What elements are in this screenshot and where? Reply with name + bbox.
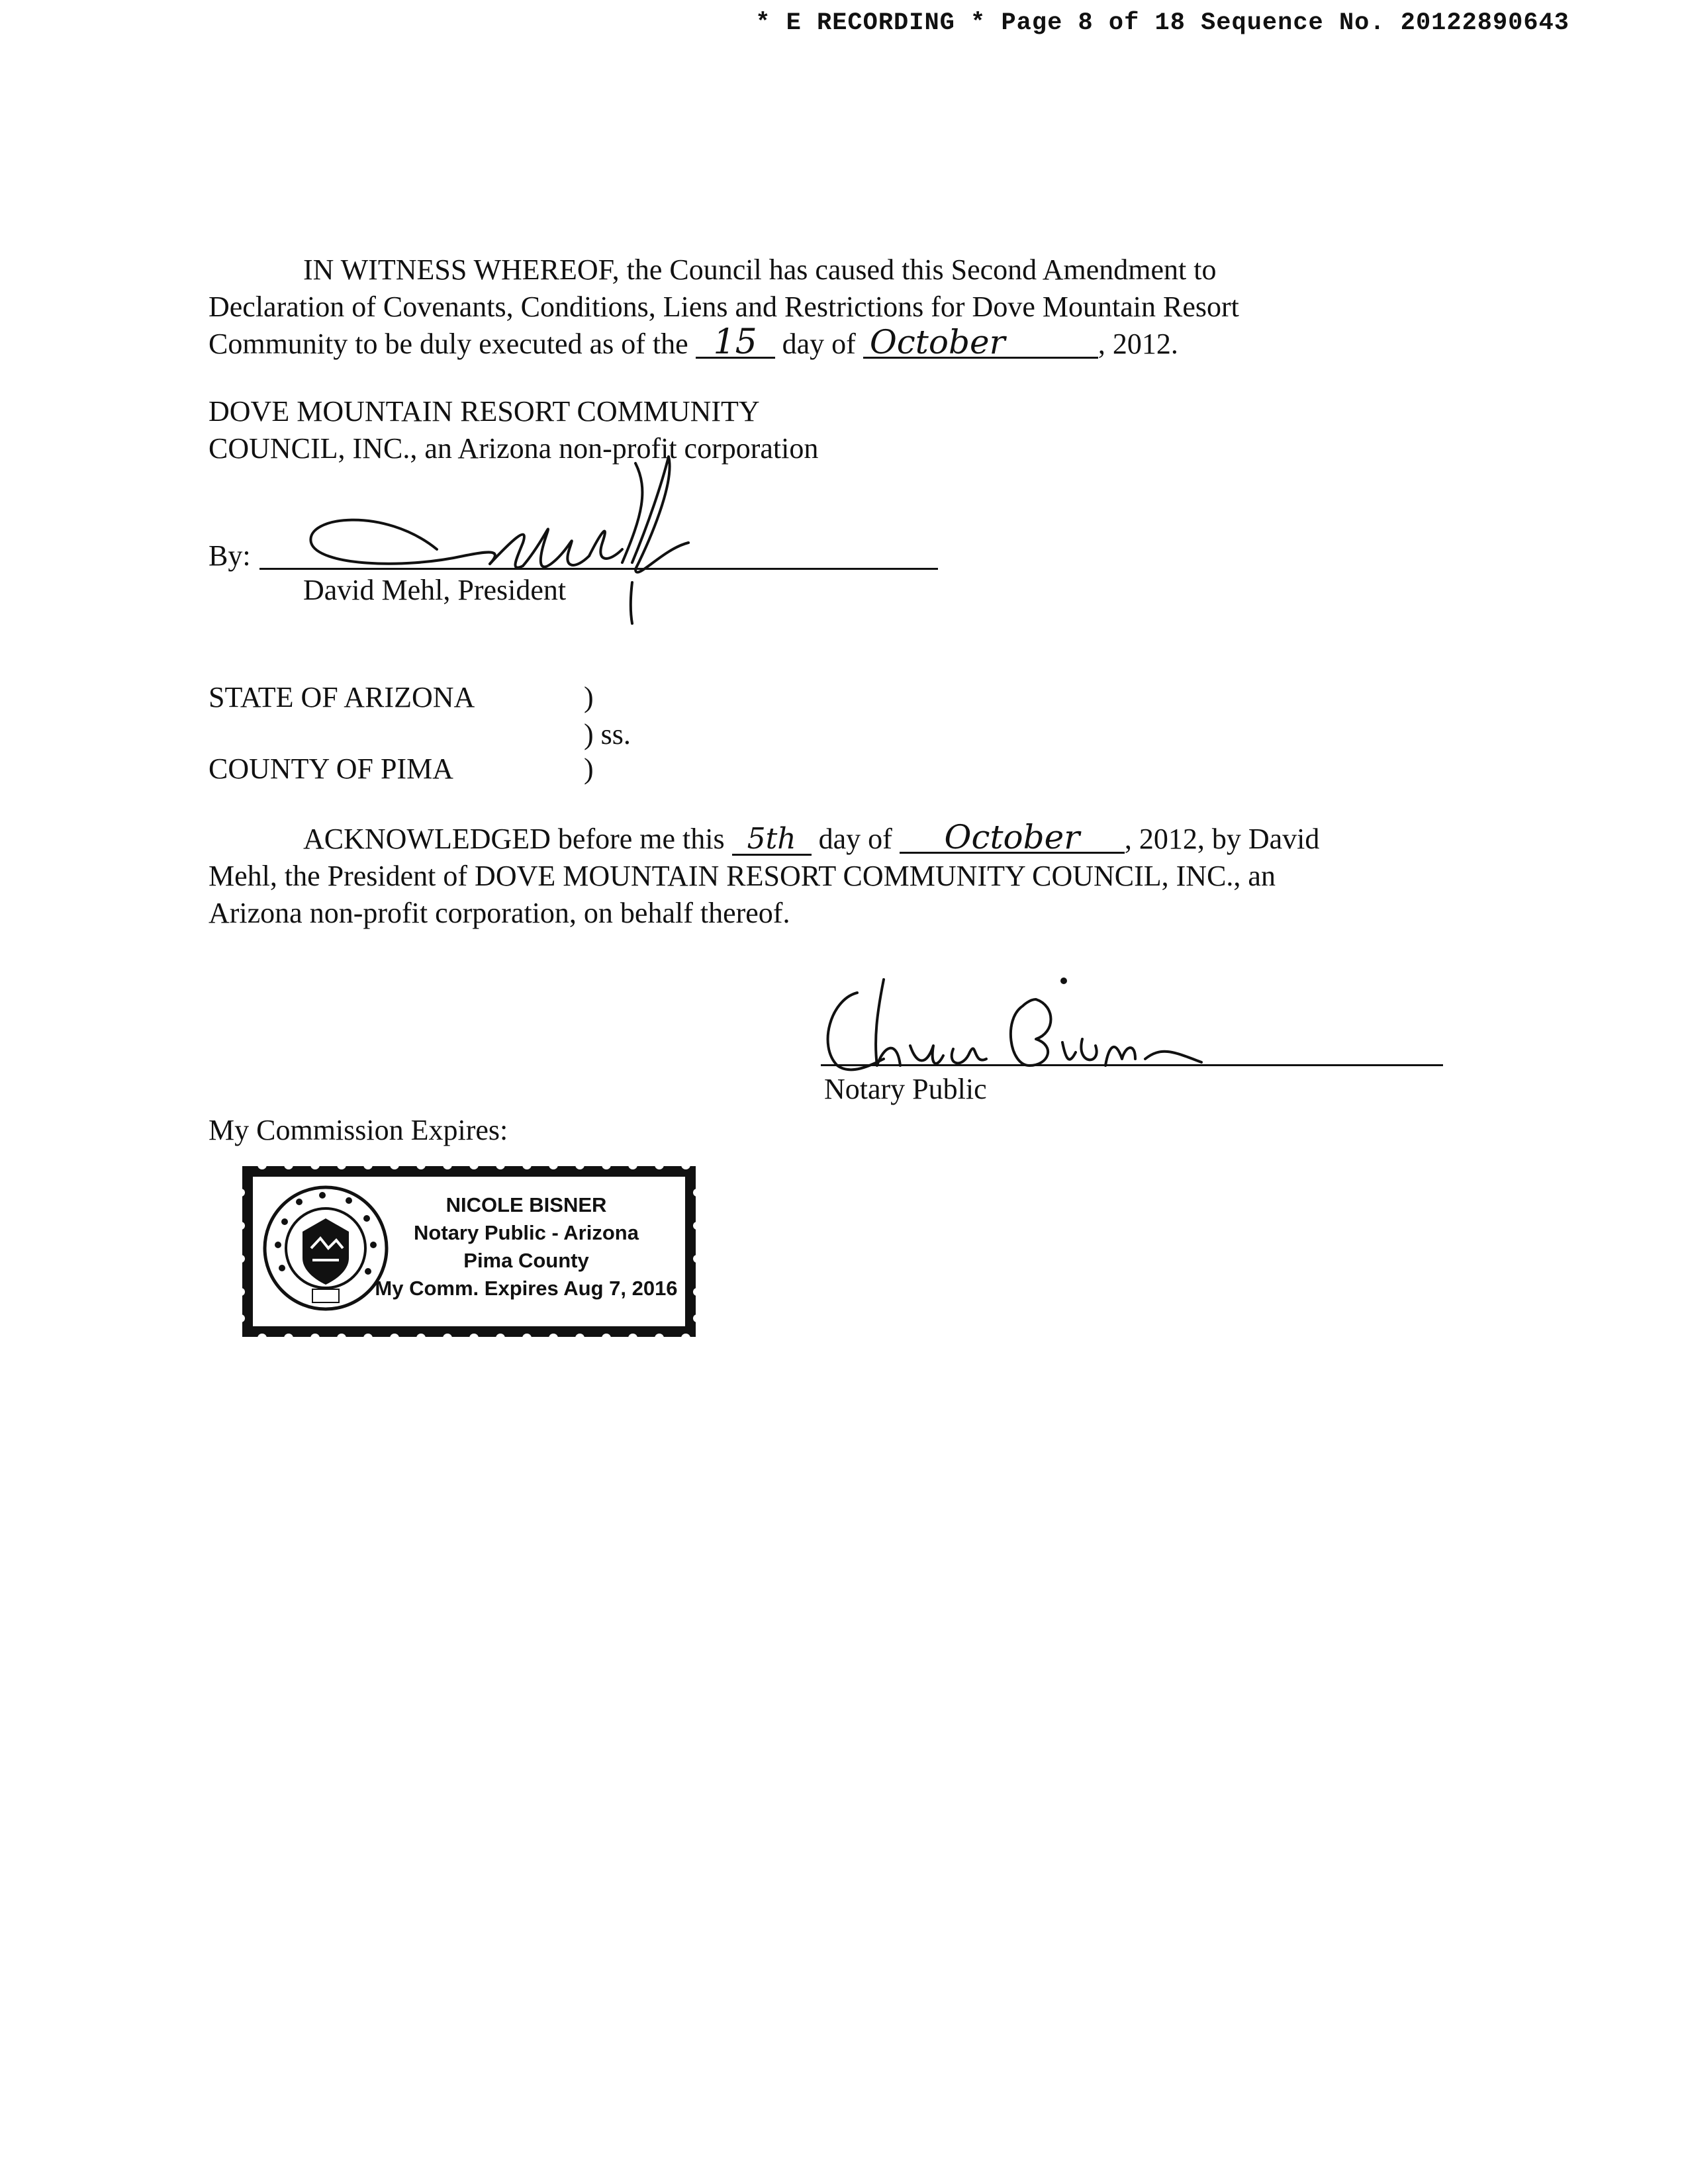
witness-line-3-c: , 2012. — [1098, 328, 1178, 360]
venue-paren-2: ) — [584, 752, 594, 785]
stamp-notary-title: Notary Public - Arizona — [414, 1221, 639, 1244]
witness-line-3-a: Community to be duly executed as of the — [209, 328, 688, 360]
execution-month: October — [863, 328, 1098, 359]
venue-paren-1: ) — [584, 681, 594, 713]
ack-day: 5th — [732, 825, 812, 856]
witness-line-3 — [209, 322, 1178, 363]
notary-public-label: Notary Public — [824, 1073, 987, 1105]
witness-line-1: IN WITNESS WHEREOF, the Council has caused this Second Amendment to — [303, 253, 1217, 286]
venue-ss: ) ss. — [584, 718, 631, 751]
stamp-county: Pima County — [463, 1249, 589, 1272]
witness-line-2: Declaration of Covenants, Conditions, Liens and Restrictions for Dove Mountain Resort — [209, 291, 1239, 323]
notary-signature — [811, 966, 1208, 1085]
witness-line-3-b: day of — [782, 328, 856, 360]
stamp-expiration: My Comm. Expires Aug 7, 2016 — [375, 1277, 678, 1300]
execution-day: 15 — [696, 328, 775, 359]
ack-line-1-b: day of — [818, 823, 892, 855]
council-name-line-2: COUNCIL, INC., an Arizona non-profit corporation — [209, 432, 819, 465]
by-label: By: — [209, 539, 251, 572]
ack-line-3: Arizona non-profit corporation, on behalf thereof. — [209, 897, 790, 929]
ack-line-1 — [303, 818, 1320, 858]
ack-line-1-c: , 2012, by David — [1124, 823, 1320, 855]
council-name-line-1: DOVE MOUNTAIN RESORT COMMUNITY — [209, 395, 760, 428]
stamp-text-block — [371, 1191, 682, 1302]
ack-month: October — [900, 823, 1125, 854]
venue-county: COUNTY OF PIMA — [209, 752, 453, 785]
stamp-notary-name: NICOLE BISNER — [445, 1193, 607, 1216]
venue-state: STATE OF ARIZONA — [209, 681, 475, 713]
ack-line-2: Mehl, the President of DOVE MOUNTAIN RESORT COMMUNITY COUNCIL, INC., an — [209, 860, 1276, 892]
ack-line-1-a: ACKNOWLEDGED before me this — [303, 823, 725, 855]
notary-signature-line — [821, 1064, 1443, 1066]
commission-expires-label: My Commission Expires: — [209, 1114, 508, 1146]
recording-header: * E RECORDING * Page 8 of 18 Sequence No. 20122890643 — [755, 9, 1569, 37]
signer-name-title: David Mehl, President — [303, 574, 567, 606]
